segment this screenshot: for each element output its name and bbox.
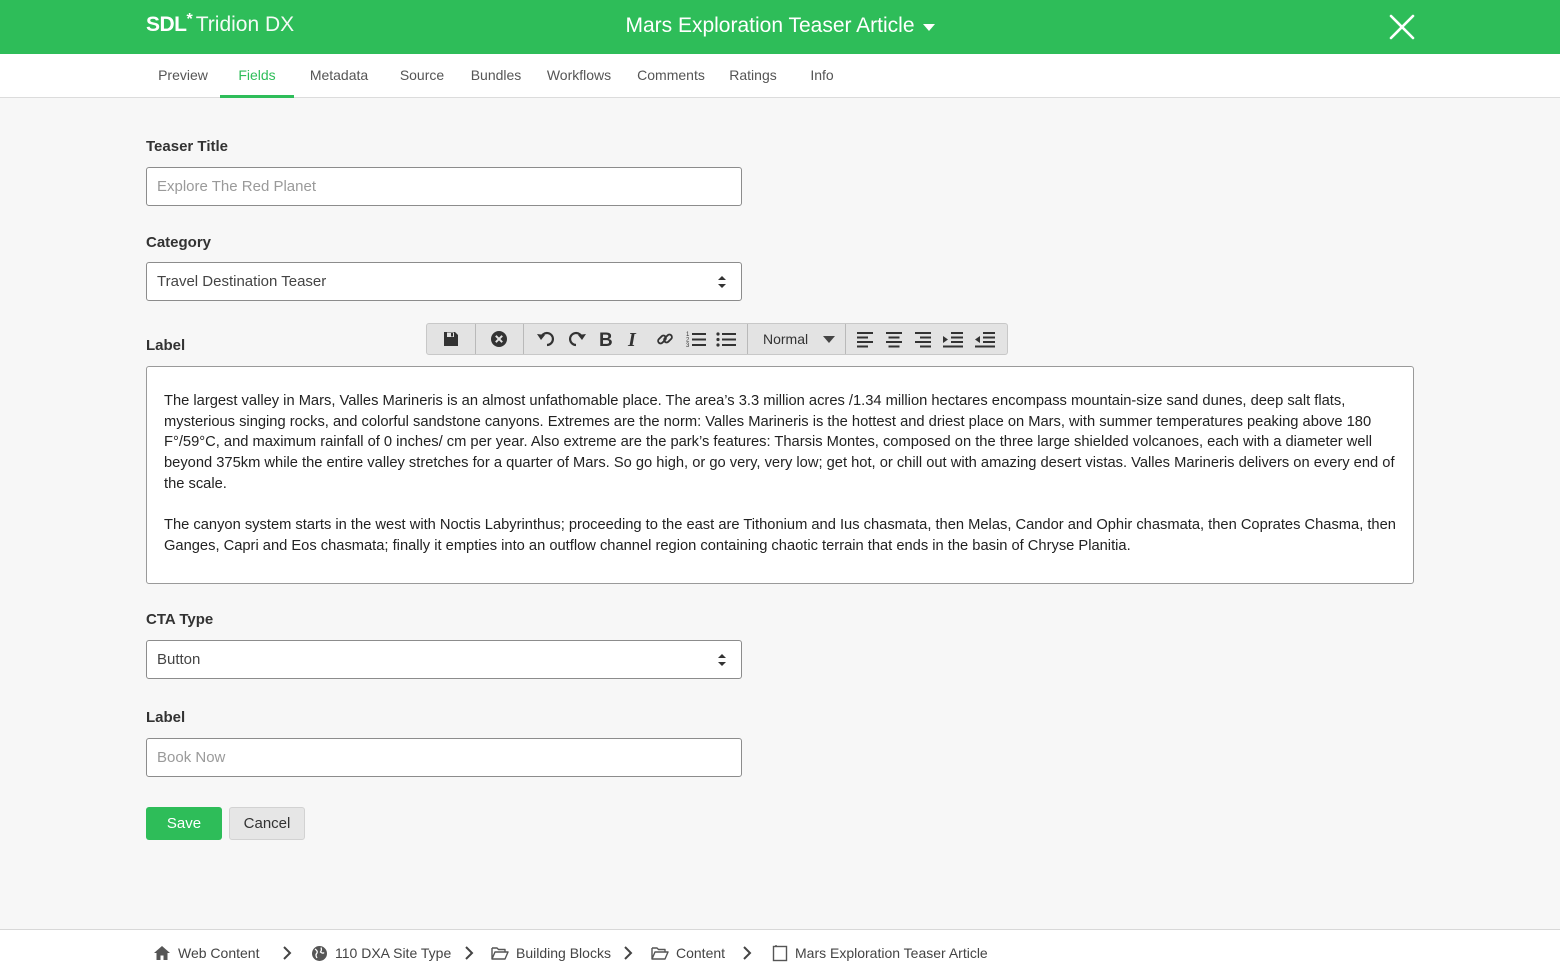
svg-text:2: 2 (686, 337, 690, 344)
logo-brand: SDL (146, 13, 187, 36)
cta-type-label: CTA Type (146, 611, 214, 628)
document-title-dropdown[interactable] (0, 14, 1560, 38)
teaser-title-label: Teaser Title (146, 138, 228, 155)
breadcrumb-item-building-blocks[interactable] (491, 942, 611, 964)
tab-bundles[interactable]: Bundles (470, 67, 522, 83)
breadcrumb-label: 110 DXA Site Type (335, 945, 452, 961)
cancel-button[interactable]: Cancel (229, 807, 305, 840)
cta-label-label: Label (146, 709, 186, 726)
editor-toolbar (426, 323, 1008, 355)
save-button[interactable]: Save (146, 807, 222, 840)
remove-icon[interactable] (487, 328, 511, 350)
chevron-right-icon (282, 945, 292, 961)
format-value: Normal (763, 331, 809, 347)
app-header (0, 0, 1560, 54)
breadcrumb (0, 929, 1560, 975)
tab-workflows[interactable]: Workflows (546, 67, 612, 83)
breadcrumb-item-site-type[interactable] (311, 942, 451, 964)
home-icon (153, 945, 171, 961)
close-icon[interactable] (1388, 13, 1416, 41)
teaser-title-input[interactable] (146, 167, 742, 206)
category-value: Travel Destination Teaser (157, 273, 327, 290)
folder-open-icon (651, 946, 669, 961)
text-label: Label (146, 337, 186, 354)
breadcrumb-label: Mars Exploration Teaser Article (795, 945, 988, 961)
chevron-right-icon (742, 945, 752, 961)
tab-preview[interactable]: Preview (158, 67, 208, 83)
toolbar-separator (523, 324, 524, 354)
cta-type-value: Button (157, 651, 201, 668)
breadcrumb-label: Building Blocks (516, 945, 611, 961)
align-right-icon[interactable] (911, 328, 935, 350)
align-left-icon[interactable] (853, 328, 877, 350)
editor-paragraph: The largest valley in Mars, Valles Marineris is an almost unfathomable place. The area’s 3.3 million acres /1.34 million hectares encompass mountain-size sand dunes, deep salt flats, mysterious singing rocks, and colorful sandstone canyons. Extremes are the norm: Valles Marineris is the hottest and driest place on Mars, with summer temperatures peaking above 180 F°/59°C, and maximum rainfall of 0 inches/ cm per year. Also extreme are the park’s features: Tharsis Montes, composed on the three large shielded volcanoes, each with a diameter well beyond 375km while the entire valley stretches for a quarter of Mars. So go high, or go very, very low; get hot, or chill out with amazing desert vistas. Valles Marineris delivers on every end of the scale. (164, 393, 1395, 492)
cta-label-input[interactable] (146, 738, 742, 777)
cta-type-select[interactable] (146, 640, 742, 679)
rich-text-editor[interactable] (146, 366, 1414, 584)
document-icon (772, 945, 788, 962)
redo-icon[interactable] (565, 328, 589, 350)
folder-open-icon (491, 946, 509, 961)
editor-paragraph: The canyon system starts in the west with Noctis Labyrinthus; proceeding to the east are Tithonium and Ius chasmata, then Melas, Candor and Ophir chasmata, then Coprates Chasma, then Ganges, Capri and Eos chasmata; finally it empties into an outflow channel region containing chaotic terrain that ends in the basin of Chryse Planitia. (164, 517, 1396, 554)
tab-info[interactable]: Info (810, 67, 834, 83)
breadcrumb-item-web-content[interactable] (153, 942, 259, 964)
tab-metadata[interactable]: Metadata (309, 67, 369, 83)
ordered-list-icon[interactable] (684, 328, 708, 350)
sort-arrows-icon (717, 275, 727, 289)
caret-down-icon (823, 336, 835, 343)
chevron-right-icon (464, 945, 474, 961)
svg-text:B: B (599, 330, 613, 348)
logo-star: * (186, 11, 193, 28)
italic-icon[interactable] (622, 328, 646, 350)
svg-text:3: 3 (686, 343, 690, 348)
tab-bar (0, 54, 1560, 98)
undo-icon[interactable] (534, 328, 558, 350)
bold-icon[interactable] (594, 328, 618, 350)
breadcrumb-item-article[interactable] (772, 942, 988, 964)
category-select[interactable] (146, 262, 742, 301)
breadcrumb-item-content[interactable] (651, 942, 725, 964)
document-title: Mars Exploration Teaser Article (625, 14, 915, 37)
caret-down-icon (923, 24, 935, 31)
align-center-icon[interactable] (882, 328, 906, 350)
bullet-list-icon[interactable] (714, 328, 738, 350)
category-label: Category (146, 234, 212, 251)
tab-fields[interactable]: Fields (220, 54, 294, 98)
indent-icon[interactable] (941, 328, 965, 350)
format-dropdown[interactable] (763, 324, 808, 354)
sort-arrows-icon (717, 653, 727, 667)
svg-text:1: 1 (686, 332, 690, 338)
globe-icon (311, 945, 328, 962)
toolbar-separator (747, 324, 748, 354)
toolbar-separator (845, 324, 846, 354)
chevron-right-icon (623, 945, 633, 961)
tab-comments[interactable]: Comments (637, 67, 705, 83)
link-icon[interactable] (653, 328, 677, 350)
toolbar-separator (475, 324, 476, 354)
outdent-icon[interactable] (973, 328, 997, 350)
breadcrumb-label: Web Content (178, 945, 260, 961)
tab-source[interactable]: Source (399, 67, 445, 83)
save-icon[interactable] (439, 328, 463, 350)
tab-ratings[interactable]: Ratings (729, 67, 777, 83)
logo-product: Tridion DX (195, 13, 295, 36)
svg-text:I: I (628, 330, 636, 348)
breadcrumb-label: Content (676, 945, 726, 961)
